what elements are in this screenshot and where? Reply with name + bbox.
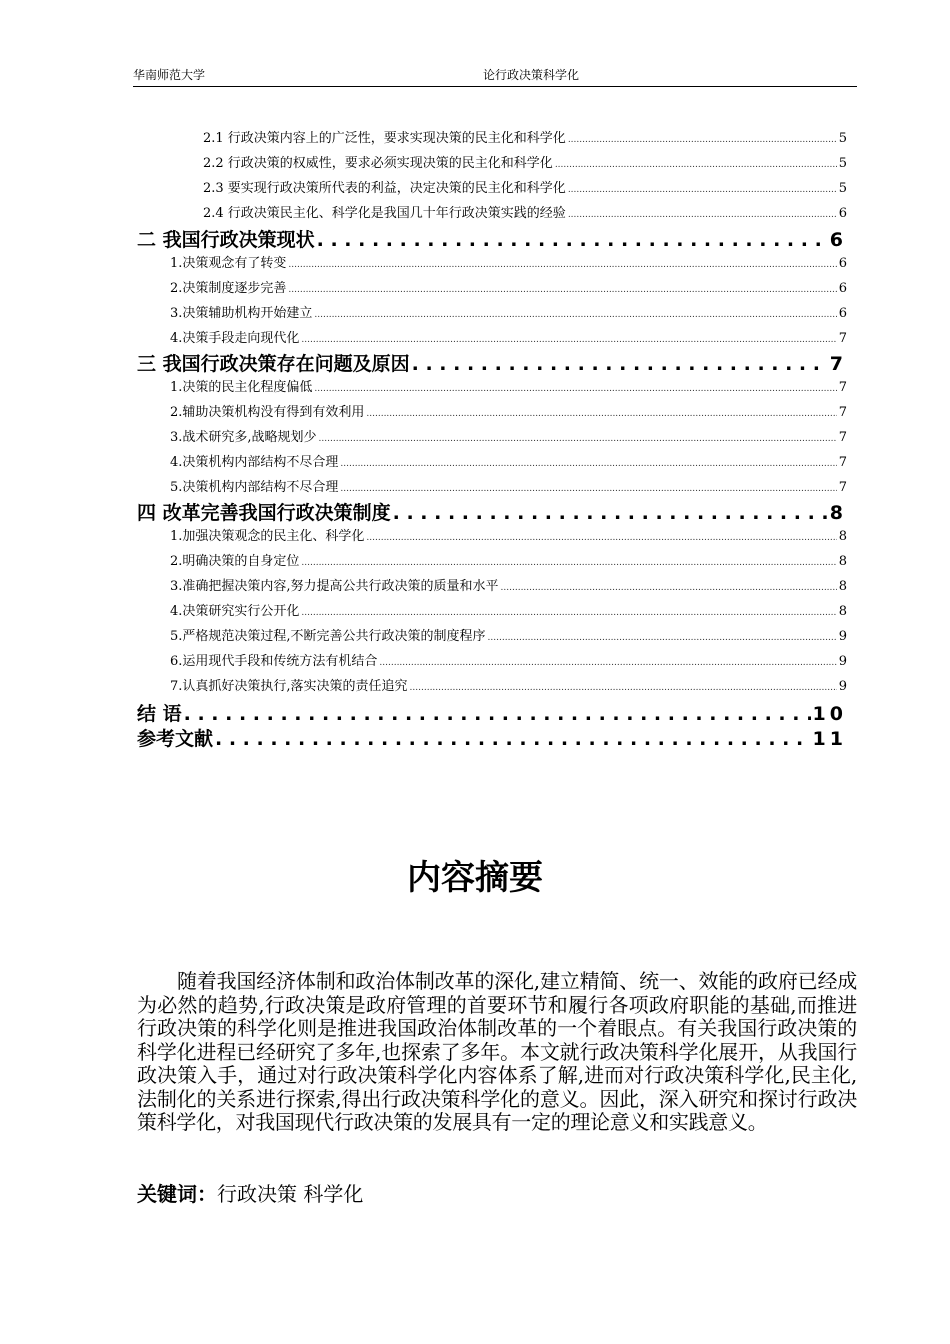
toc-leader bbox=[501, 579, 837, 594]
toc-row[interactable] bbox=[170, 525, 847, 543]
abstract-body: 随着我国经济体制和政治体制改革的深化,建立精简、统一、效能的政府已经成为必然的趋势,行政决策是政府管理的首要环节和履行各项政府职能的基础,而推进行政决策的科学化则是推进我国政治体制改革的一个着眼点。有关我国行政决策的科学化进程已经研究了多年,也探索了多年。本文就行政决策科学化展开，从我国行政决策入手，通过对行政决策科学化内容体系了解,进而对行政决策科学化,民主化,法制化的关系进行探索,得出行政决策科学化的意义。因此，深入研究和探讨行政决策科学化，对我国现代行政决策的发展具有一定的理论意义和实践意义。 bbox=[137, 969, 857, 1134]
toc-row[interactable] bbox=[203, 202, 847, 220]
toc-leader bbox=[488, 629, 837, 644]
toc-leader bbox=[568, 206, 837, 221]
toc-page: 6 bbox=[838, 256, 847, 271]
toc-row[interactable] bbox=[170, 327, 847, 345]
toc-text: 二 我国行政决策现状 bbox=[137, 229, 315, 251]
toc-row-major[interactable] bbox=[137, 349, 847, 375]
toc-page: 7 bbox=[838, 405, 847, 420]
toc-leader bbox=[340, 480, 836, 495]
toc-row[interactable] bbox=[203, 152, 847, 170]
toc-text: 三 我国行政决策存在问题及原因 bbox=[137, 353, 410, 375]
toc-text: 1.决策的民主化程度偏低 bbox=[170, 380, 313, 395]
toc-text: 3.准确把握决策内容,努力提高公共行政决策的质量和水平 bbox=[170, 579, 499, 594]
toc-row-major[interactable] bbox=[137, 724, 847, 750]
toc-leader bbox=[366, 405, 836, 420]
toc-leader bbox=[301, 604, 836, 619]
toc-row[interactable] bbox=[170, 476, 847, 494]
toc-page: 7 bbox=[838, 480, 847, 495]
toc-text: 3.战术研究多,战略规划少 bbox=[170, 430, 317, 445]
toc-leader bbox=[412, 353, 828, 375]
toc-text: 4.决策手段走向现代化 bbox=[170, 331, 300, 346]
toc-leader bbox=[366, 529, 836, 544]
toc-leader bbox=[184, 703, 811, 725]
toc-text: 2.1 行政决策内容上的广泛性，要求实现决策的民主化和科学化 bbox=[203, 131, 566, 146]
toc-row[interactable] bbox=[170, 451, 847, 469]
keywords-value: 行政决策 科学化 bbox=[217, 1182, 364, 1206]
toc-leader bbox=[393, 502, 828, 524]
toc-text: 结 语 bbox=[137, 703, 182, 725]
toc-row[interactable] bbox=[170, 575, 847, 593]
header-school: 华南师范大学 bbox=[133, 68, 206, 82]
toc-page: 6 bbox=[829, 229, 847, 251]
toc-page: 7 bbox=[838, 455, 847, 470]
toc-page: 9 bbox=[838, 629, 847, 644]
toc-row[interactable] bbox=[170, 401, 847, 419]
toc-page: 8 bbox=[838, 579, 847, 594]
toc-page: 6 bbox=[838, 206, 847, 221]
toc-leader bbox=[301, 554, 836, 569]
toc-page: 6 bbox=[838, 281, 847, 296]
toc-page: 8 bbox=[829, 502, 847, 524]
page-header bbox=[133, 66, 857, 87]
keywords-label: 关键词： bbox=[137, 1182, 217, 1206]
toc-page: 5 bbox=[838, 131, 847, 146]
toc-text: 5.决策机构内部结构不尽合理 bbox=[170, 480, 339, 495]
toc-leader bbox=[314, 380, 836, 395]
toc-page: 5 bbox=[838, 181, 847, 196]
toc-leader bbox=[288, 256, 836, 271]
toc-text: 四 改革完善我国行政决策制度 bbox=[137, 502, 391, 524]
toc-page: 5 bbox=[838, 156, 847, 171]
toc-text: 2.明确决策的自身定位 bbox=[170, 554, 300, 569]
keywords-line bbox=[137, 1178, 363, 1207]
toc-row[interactable] bbox=[170, 376, 847, 394]
toc-leader bbox=[340, 455, 836, 470]
toc-page: 7 bbox=[838, 380, 847, 395]
toc-row-major[interactable] bbox=[137, 225, 847, 251]
toc-page: 9 bbox=[838, 654, 847, 669]
toc-page: 9 bbox=[838, 679, 847, 694]
toc-page: 8 bbox=[838, 554, 847, 569]
toc-row[interactable] bbox=[170, 675, 847, 693]
toc-page: 11 bbox=[812, 728, 847, 750]
toc-text: 2.辅助决策机构没有得到有效利用 bbox=[170, 405, 365, 420]
toc-text: 4.决策机构内部结构不尽合理 bbox=[170, 455, 339, 470]
toc-row[interactable] bbox=[170, 252, 847, 270]
toc-row[interactable] bbox=[170, 650, 847, 668]
toc-page: 7 bbox=[838, 331, 847, 346]
toc-page: 10 bbox=[812, 703, 847, 725]
toc-row[interactable] bbox=[203, 127, 847, 145]
toc-row[interactable] bbox=[170, 625, 847, 643]
toc-row-major[interactable] bbox=[137, 498, 847, 524]
toc-leader bbox=[379, 654, 836, 669]
toc-leader bbox=[410, 679, 837, 694]
toc-text: 2.3 要实现行政决策所代表的利益，决定决策的民主化和科学化 bbox=[203, 181, 566, 196]
toc-page: 7 bbox=[838, 430, 847, 445]
toc-text: 参考文献 bbox=[137, 728, 214, 750]
toc-row[interactable] bbox=[170, 277, 847, 295]
toc-leader bbox=[555, 156, 837, 171]
toc-text: 2.4 行政决策民主化、科学化是我国几十年行政决策实践的经验 bbox=[203, 206, 566, 221]
toc-row[interactable] bbox=[170, 302, 847, 320]
toc-leader bbox=[568, 181, 837, 196]
abstract-title: 内容摘要 bbox=[407, 858, 543, 898]
toc-row-major[interactable] bbox=[137, 699, 847, 725]
toc-leader bbox=[317, 229, 828, 251]
toc-text: 1.决策观念有了转变 bbox=[170, 256, 287, 271]
toc-text: 2.2 行政决策的权威性，要求必须实现决策的民主化和科学化 bbox=[203, 156, 553, 171]
toc-page: 8 bbox=[838, 604, 847, 619]
toc-row[interactable] bbox=[170, 426, 847, 444]
toc-page: 7 bbox=[829, 353, 847, 375]
toc-text: 3.决策辅助机构开始建立 bbox=[170, 306, 313, 321]
toc-leader bbox=[288, 281, 836, 296]
header-title: 论行政决策科学化 bbox=[483, 68, 580, 82]
toc-row[interactable] bbox=[170, 600, 847, 618]
toc-text: 4.决策研究实行公开化 bbox=[170, 604, 300, 619]
toc-page: 6 bbox=[838, 306, 847, 321]
toc-text: 1.加强决策观念的民主化、科学化 bbox=[170, 529, 365, 544]
toc-row[interactable] bbox=[170, 550, 847, 568]
toc-text: 2.决策制度逐步完善 bbox=[170, 281, 287, 296]
toc-row[interactable] bbox=[203, 177, 847, 195]
toc-leader bbox=[215, 728, 811, 750]
toc-text: 7.认真抓好决策执行,落实决策的责任追究 bbox=[170, 679, 408, 694]
toc-page: 8 bbox=[838, 529, 847, 544]
toc-leader bbox=[568, 131, 837, 146]
toc-leader bbox=[319, 430, 837, 445]
toc-leader bbox=[314, 306, 836, 321]
toc-text: 5.严格规范决策过程,不断完善公共行政决策的制度程序 bbox=[170, 629, 486, 644]
toc-text: 6.运用现代手段和传统方法有机结合 bbox=[170, 654, 378, 669]
toc-leader bbox=[301, 331, 836, 346]
